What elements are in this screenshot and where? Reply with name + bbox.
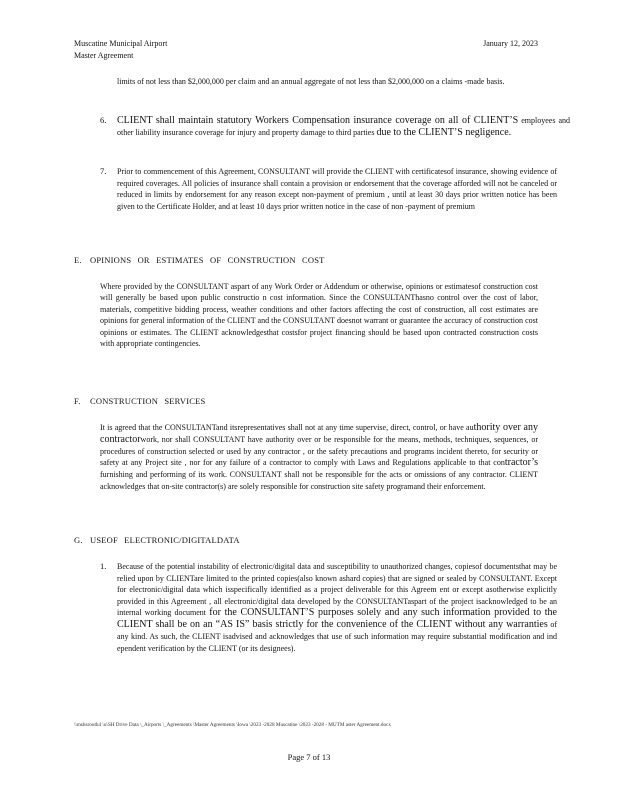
continuation-paragraph: limits of not less than $2,000,000 per claim and an annual aggregate of not less than $2,000,000 on a claims -made basis. [117, 77, 505, 86]
body-text: of any kind. As such, the CLIENT isadvised and acknowledges that use of such information may require substantial modification and ind ependent verification by the CLIENT (or its designees). [117, 620, 557, 653]
section-letter: F. [74, 396, 81, 406]
emphasis-text: tractor’s [504, 457, 538, 469]
list-number: 6. [100, 115, 107, 125]
body-text: Because of the potential instability of electronic/digital data and susceptibility to unauthorized changes, copiesof documentsthat may be relied upon by CLIENTare limited to the printed copies(also known ashard copies) that are signed or sealed by CONSULTANT. Except for electronic/digital data which isspecifically identified as a project deliverable for this Agreem ent or except asotherwise explicitly provided in this Agreement , all electronic/digital data developed by the CONSULTANTaspart of the project isacknowledged to be an internal working document [117, 562, 557, 617]
page-number: Page 7 of 13 [287, 752, 331, 762]
section-heading-f [74, 395, 205, 407]
section-letter: G. [74, 535, 83, 545]
section-title: CONSTRUCTION SERVICES [90, 396, 206, 406]
section-heading-e [74, 254, 325, 266]
emphasis-text: due to the CLIENT’S negligence. [376, 127, 512, 138]
list-text [117, 115, 570, 139]
body-text: employees and other liability insurance coverage for injury and property damage to third parties [117, 116, 571, 137]
footer-file-path: \\mshsrouth4 \u\SH Drive Data \_Airports \_Agreements \Master Agreements \Iowa \2023 -2028 Muscatine \2023 -2028 - MUTM aster Agreement.docx [74, 722, 391, 728]
emphasis-text: CLIENT shall maintain statutory Workers Compensation insurance coverage on all of CLIENT’S [117, 115, 519, 126]
section-title: OPINIONS OR ESTIMATES OF CONSTRUCTION COST [90, 255, 325, 265]
section-letter: E. [74, 255, 82, 265]
header-date: January 12, 2023 [483, 39, 538, 48]
list-number: 7. [100, 166, 107, 176]
body-text: work, nor shall CONSULTANT have authority over or be responsible for the means, methods, techniques, sequences, or procedures of construction selected or used by any contractor , or the safety precautions and programs incident thereto, for security or safety at any Project site , nor for any failure of a contractor to comply with Laws and Regulations applicable to that con [100, 435, 538, 468]
list-text: Prior to commencement of this Agreement, CONSULTANT will provide the CLIENT with certificatesof insurance, showing evidence of required coverages. All policies of insurance shall contain a provision or endorsement that the coverage afforded will not be canceled or reduced in limits by endorsement for any reason except non-payment of premium , until at least 30 days prior written notice has been given to the Certificate Holder, and at least 10 days prior written notice in the case of non -payment of premium [117, 167, 557, 211]
emphasis-text: for the CONSULTANT’S purposes solely and any such information provided to the CLIENT shall be on an “AS IS” basis strictly for the convenience of the CLIENT without any warranties [117, 607, 558, 630]
section-title: USEOF ELECTRONIC/DIGITALDATA [90, 535, 240, 545]
header-left [74, 38, 167, 62]
section-f-paragraph [100, 422, 538, 492]
header-client-name: Muscatine Municipal Airport [74, 39, 168, 48]
section-e-paragraph: Where provided by the CONSULTANT aspart of any Work Order or Addendum or otherwise, opinions or estimatesof construction cost will generally be based upon public constructio n cost information. Since the CONSULTANThasno control over the cost of labor, materials, competitive bidding process, weather conditions and other factors affecting the cost of construction, all cost estimates are opinions for general information of the CLIENT and the CONSULTANT doesnot warrant or guarantee the accuracy of construction cost opinions or estimates. The CLIENT acknowledgesthat costsfor project financing should be based upon contracted construction costs with appropriate contingencies. [100, 282, 538, 349]
body-text: It is agreed that the CONSULTANTand itsrepresentatives shall not at any time supervise, direct, control, or have au [100, 423, 474, 432]
list-text [117, 561, 557, 654]
section-heading-g [74, 534, 240, 546]
body-text: furnishing and performing of its work. CONSULTANT shall not be responsible for the acts or omissions of any contractor. CLIENT acknowledges that on-site contractor(s) are solely responsible for construction site safety programand their enforcement. [100, 470, 538, 491]
emphasis-text: thority over any contractor [100, 422, 538, 445]
list-number: 1. [100, 561, 107, 571]
header-document-title: Master Agreement [74, 51, 134, 60]
